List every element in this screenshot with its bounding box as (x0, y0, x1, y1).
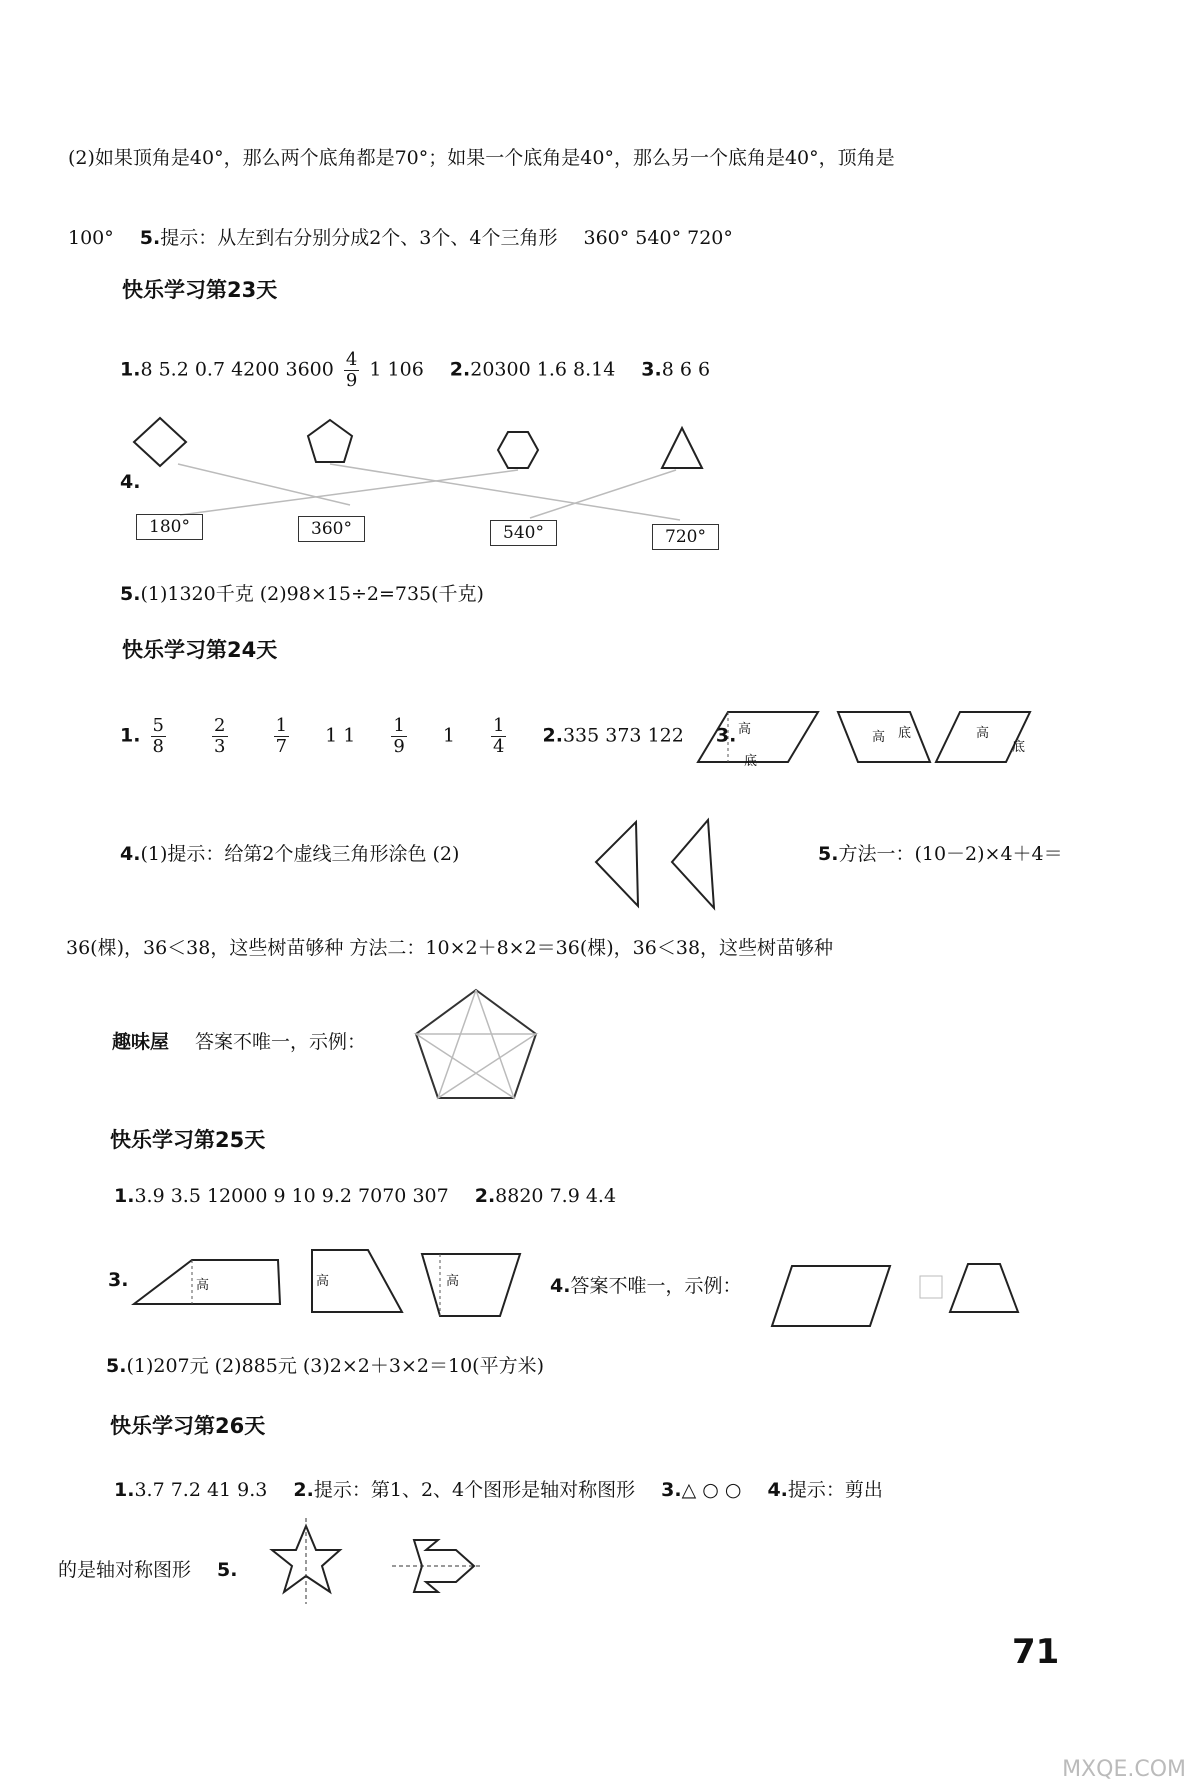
angle-box: 720° (652, 524, 719, 550)
q1-answers: 8 5.2 0.7 4200 3600 (140, 358, 334, 381)
q5-text: 方法一：(10－2)×4＋4＝ (838, 843, 1063, 865)
question-number: 3. (715, 724, 737, 747)
q2-answers: 8820 7.9 4.4 (495, 1185, 617, 1207)
question-number: 2. (293, 1479, 314, 1501)
q1-answer: 1 (442, 724, 455, 747)
numerator: 5 (152, 715, 164, 736)
q1-answers: 3.7 7.2 41 9.3 (134, 1479, 268, 1501)
question-number: 1. (114, 1185, 135, 1207)
label-base: 底 (1012, 740, 1026, 755)
q4-text-cont: 的是轴对称图形 (58, 1559, 192, 1581)
question-number: 5. (120, 583, 141, 605)
question-number: 4. (550, 1275, 571, 1297)
angle-box: 540° (490, 520, 557, 546)
watermark: MXQE.COM (1062, 1757, 1186, 1782)
q3-answers: 8 6 6 (661, 358, 711, 381)
numerator: 1 (493, 715, 505, 736)
label-height: 高 (976, 726, 990, 741)
q5-answers: (1)1320千克 (2)98×15÷2=735(千克) (140, 583, 484, 605)
label-height: 高 (446, 1274, 460, 1289)
page-number: 71 (1012, 1632, 1060, 1672)
intro-line-1: (2)如果顶角是40°，那么两个底角都是70°；如果一个底角是40°，那么另一个底角是40°，顶角是 (68, 147, 895, 169)
label-height: 高 (196, 1278, 210, 1293)
q1-answers: 1 1 (325, 724, 356, 747)
label-height: 高 (738, 722, 752, 737)
label-height: 高 (872, 730, 886, 745)
denominator: 7 (275, 736, 288, 757)
label-base: 底 (898, 726, 912, 741)
angle-box: 180° (136, 514, 203, 540)
question-number: 3. (661, 1479, 682, 1501)
question-number: 1. (120, 724, 141, 747)
label-base: 底 (744, 754, 758, 769)
question-number: 3. (641, 358, 662, 381)
section-title-day24: 快乐学习第24天 (122, 638, 278, 662)
question-number: 3. (108, 1269, 129, 1291)
intro-hint: 提示：从左到右分别分成2个、3个、4个三角形 (160, 227, 558, 249)
numerator: 1 (393, 715, 405, 736)
question-number: 1. (114, 1479, 135, 1501)
question-number: 5. (106, 1355, 127, 1377)
numerator: 1 (275, 715, 288, 736)
section-title-day25: 快乐学习第25天 (110, 1128, 266, 1152)
q4-text: 答案不唯一，示例： (570, 1275, 742, 1297)
intro-angles: 360° 540° 720° (583, 227, 733, 249)
angle-box: 360° (298, 516, 365, 542)
q1-answers: 3.9 3.5 12000 9 10 9.2 7070 307 (134, 1185, 449, 1207)
q4-text: 提示：剪出 (787, 1479, 883, 1501)
section-title-day26: 快乐学习第26天 (110, 1414, 266, 1438)
q2-answers: 335 373 122 (562, 724, 684, 747)
label-height: 高 (316, 1274, 330, 1289)
q5-answers: (1)207元 (2)885元 (3)2×2＋3×2＝10(平方米) (126, 1355, 544, 1377)
fun-house-title: 趣味屋 (112, 1031, 170, 1053)
question-number: 5. (139, 227, 161, 249)
day24-q5-line-2: 36(棵)，36＜38，这些树苗够种 方法二：10×2＋8×2＝36(棵)，36＜38，这些树苗够种 (66, 937, 834, 959)
question-number: 4. (120, 471, 141, 493)
denominator: 9 (345, 370, 358, 391)
section-title-day23: 快乐学习第23天 (122, 278, 278, 302)
denominator: 9 (393, 736, 405, 757)
question-number: 1. (120, 358, 141, 381)
question-number: 4. (767, 1479, 788, 1501)
question-number: 2. (449, 358, 471, 381)
question-number: 5. (217, 1559, 238, 1581)
question-number: 4. (120, 843, 141, 865)
q1-answers-b: 1 106 (369, 358, 424, 381)
q4-text: (1)提示：给第2个虚线三角形涂色 (2) (140, 843, 460, 865)
numerator: 4 (345, 349, 358, 370)
numerator: 2 (214, 715, 226, 736)
denominator: 8 (152, 736, 164, 757)
q2-answers: 提示：第1、2、4个图形是轴对称图形 (313, 1479, 636, 1501)
q3-answers: △ ○ ○ (681, 1479, 742, 1501)
intro-angle: 100° (68, 227, 114, 249)
denominator: 4 (493, 736, 505, 757)
question-number: 5. (818, 843, 839, 865)
denominator: 3 (214, 736, 226, 757)
fun-house-text: 答案不唯一，示例： (195, 1031, 367, 1053)
q2-answers: 20300 1.6 8.14 (470, 358, 616, 381)
question-number: 2. (474, 1185, 496, 1207)
question-number: 2. (542, 724, 563, 747)
